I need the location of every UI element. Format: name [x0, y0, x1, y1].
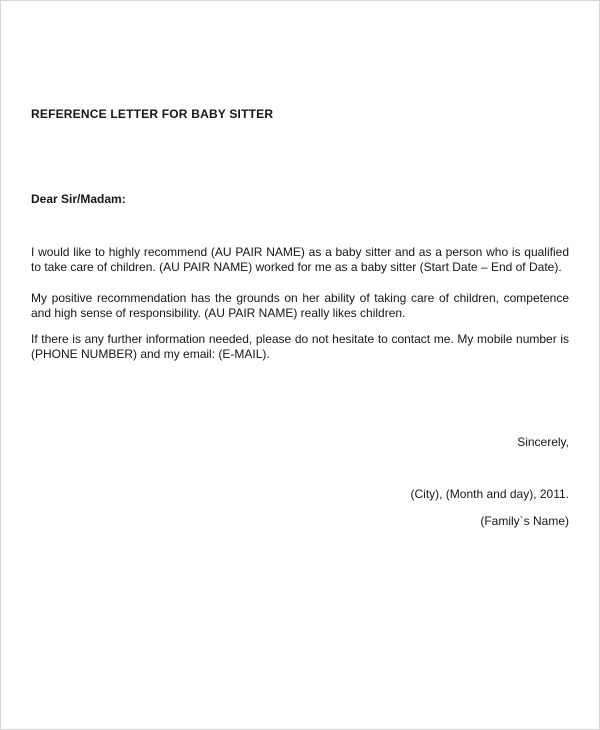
body-paragraph-2: My positive recommendation has the grounds on her ability of taking care of children, competence and high sense of responsibility. (AU PAIR NAME) really likes children.: [31, 291, 569, 320]
valediction: Sincerely,: [517, 435, 569, 449]
city-date-line: (City), (Month and day), 2011.: [410, 487, 569, 501]
letter-title: REFERENCE LETTER FOR BABY SITTER: [31, 107, 274, 121]
letter-content: [1, 107, 599, 529]
salutation: Dear Sir/Madam:: [31, 192, 126, 206]
body-paragraph-1: I would like to highly recommend (AU PAIR NAME) as a baby sitter and as a person who is qualified to take care of children. (AU PAIR NAME) worked for me as a baby sitter (Start Date – End of Date).: [31, 245, 569, 274]
body-paragraph-3: If there is any further information needed, please do not hesitate to contact me. My mobile number is (PHONE NUMBER) and my email: (E-MAIL).: [31, 332, 569, 361]
signature-line: (Family`s Name): [480, 514, 569, 528]
